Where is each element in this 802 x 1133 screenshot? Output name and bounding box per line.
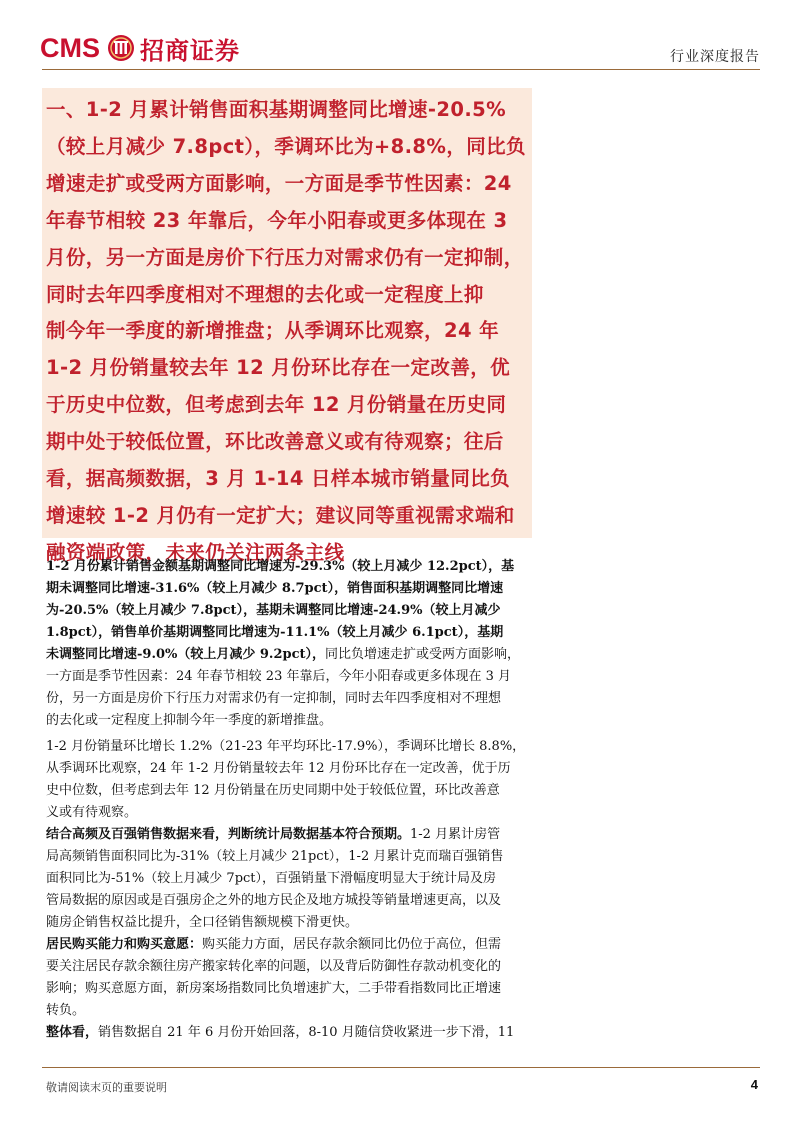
page-header: [0, 0, 802, 72]
text-line: 1-2 月份累计销售金额基期调整同比增速为-29.3%（较上月减少 12.2pct），基: [46, 559, 515, 574]
page-number: 4: [750, 1077, 758, 1092]
normal-run: 1-2 月累计房管: [410, 827, 501, 842]
paragraph-purchasing-power: [46, 934, 536, 1022]
disclaimer-note: 敬请阅读末页的重要说明: [46, 1081, 167, 1094]
bold-run: 居民购买能力和购买意愿：: [46, 937, 203, 952]
text-line: 面积同比为-51%（较上月减少 7pct），百强销量下滑幅度明显大于统计局及房: [46, 871, 497, 886]
text-line: 1-2 月份销量环比增长 1.2%（21-23 年平均环比-17.9%），季调环比增长 8.8%，: [46, 739, 526, 754]
text-line: [46, 934, 536, 956]
normal-run: 购买能力方面，居民存款余额同比仍位于高位，但需: [202, 937, 502, 952]
bold-run: 整体看，: [46, 1025, 99, 1040]
text-line: 要关注居民存款余额往房产搬家转化率的问题，以及背后防御性存款动机变化的: [46, 959, 502, 974]
text-line: 史中位数，但考虑到去年 12 月份销量在历史同期中处于较低位置，环比改善意: [46, 783, 500, 798]
bold-run: 未调整同比增速-9.0%（较上月减少 9.2pct），: [46, 647, 326, 662]
footer-divider: [42, 1067, 760, 1068]
paragraph-high-frequency-data: [46, 824, 536, 934]
logo-cms-text: CMS: [40, 32, 100, 63]
normal-run: 销售数据自 21 年 6 月份开始回落，8-10 月随信贷收紧进一步下滑，11: [98, 1025, 515, 1040]
text-line: 一方面是季节性因素：24 年春节相较 23 年靠后，今年小阳春或更多体现在 3 月: [46, 669, 512, 684]
text-line: 管局数据的原因或是百强房企之外的地方民企及地方城投等销量增速更高，以及: [46, 893, 502, 908]
header-divider: [42, 69, 760, 70]
text-line: 随房企销售权益比提升，全口径销售额规模下滑更快。: [46, 915, 359, 930]
paragraph-mom-growth: [46, 736, 536, 824]
text-line: 义或有待观察。: [46, 805, 138, 820]
key-point-heading: 一、1-2 月累计销售面积基期调整同比增速-20.5% （较上月减少 7.8pct），季调环比为+8.8%，同比负 增速走扩或受两方面影响，一方面是季节性因素：24 年春节相较 23 年靠后，今年小阳春或更多体现在 3 月份，另一方面是房价下行压力对需求仍有一定抑制， 同时去年四季度相对不理想的去化或一定程度上抑 制今年一季度的新增推盘；从季调环比观察，24 年 1-2 月份销量较去年 12 月份环比存在一定改善，优 于历史中位数，但考虑到去年 12 月份销量在历史同 期中处于较低位置，环比改善意义或有待观察；往后 看，据高频数据，3 月 1-14 日样本城市销量同比负 增速较 1-2 月仍有一定扩大；建议同等重视需求端和 融资端政策，未来仍关注两条主线: [46, 98, 526, 564]
paragraph-overall: [46, 1022, 536, 1044]
text-line: [46, 644, 536, 666]
text-line: 份，另一方面是房价下行压力对需求仍有一定抑制，同时去年四季度相对不理想: [46, 691, 502, 706]
text-line: 局高频销售面积同比为-31%（较上月减少 21pct），1-2 月累计克而瑞百强销售: [46, 849, 504, 864]
text-line: 的去化或一定程度上抑制今年一季度的新增推盘。: [46, 713, 333, 728]
logo-emblem-icon: [106, 33, 136, 63]
text-line: 期未调整同比增速-31.6%（较上月减少 8.7pct），销售面积基期调整同比增速: [46, 581, 504, 596]
bold-run: 结合高频及百强销售数据来看，判断统计局数据基本符合预期。: [46, 827, 411, 842]
report-type-label: 行业深度报告: [670, 49, 760, 65]
normal-run: 同比负增速走扩或受两方面影响，: [325, 647, 521, 662]
text-line: 转负。: [46, 1003, 86, 1018]
paragraph-sales-growth: [46, 556, 536, 732]
text-line: 影响；购买意愿方面，新房案场指数同比负增速扩大，二手带看指数同比正增速: [46, 981, 502, 996]
text-line: [46, 824, 536, 846]
text-line: 为-20.5%（较上月减少 7.8pct），基期未调整同比增速-24.9%（较上月减少: [46, 603, 501, 618]
text-line: [46, 1022, 536, 1044]
cms-logo: [40, 30, 240, 66]
text-line: 1.8pct），销售单价基期调整同比增速为-11.1%（较上月减少 6.1pct），基期: [46, 625, 504, 640]
text-line: 从季调环比观察，24 年 1-2 月份销量较去年 12 月份环比存在一定改善，优于历: [46, 761, 511, 776]
logo-chinese-name: 招商证券: [140, 36, 240, 65]
